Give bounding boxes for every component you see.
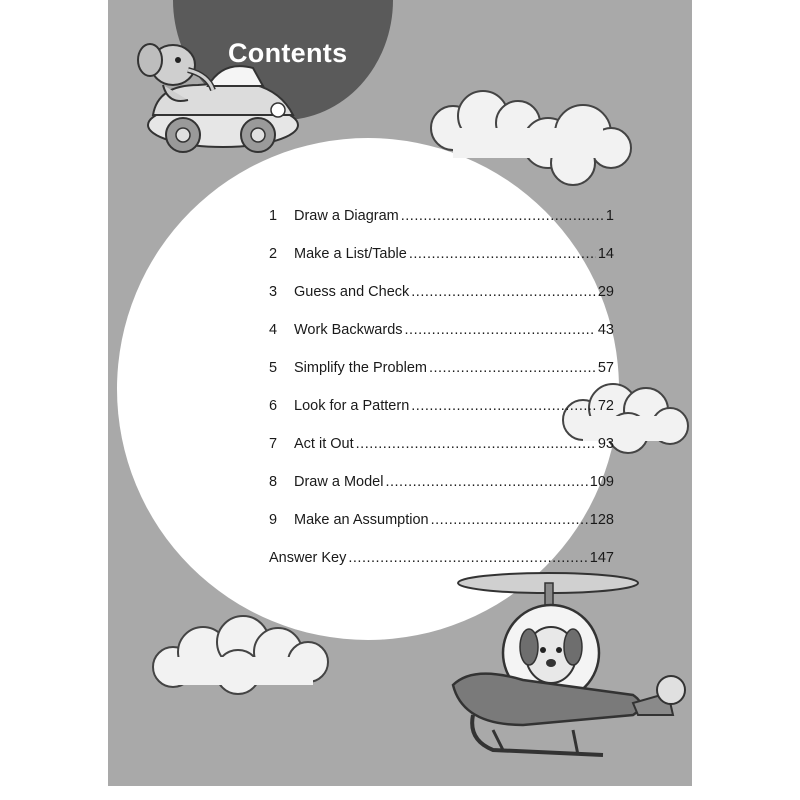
dot-leader: [431, 512, 588, 528]
toc-page-number: 57: [597, 360, 614, 376]
dot-leader: [411, 284, 596, 300]
toc-page-number: 43: [597, 322, 614, 338]
toc-entry[interactable]: [269, 528, 614, 566]
toc-page-number: 147: [589, 550, 614, 566]
toc-entry[interactable]: [269, 452, 614, 490]
dog-helicopter-icon: [433, 565, 688, 775]
toc-entry[interactable]: [269, 490, 614, 528]
toc-page-number: 29: [597, 284, 614, 300]
toc-title: Draw a Model: [294, 474, 384, 490]
toc-number: 6: [269, 398, 278, 414]
toc-entry[interactable]: [269, 224, 614, 262]
toc-number: 3: [269, 284, 278, 300]
toc-entry[interactable]: [269, 414, 614, 452]
toc-title: Act it Out: [294, 436, 354, 452]
dot-leader: [409, 246, 596, 262]
toc-title: Draw a Diagram: [294, 208, 399, 224]
dot-leader: [405, 322, 596, 338]
toc-page-number: 72: [597, 398, 614, 414]
toc-number: 9: [269, 512, 278, 528]
dot-leader: [401, 208, 604, 224]
toc-title: Make an Assumption: [294, 512, 429, 528]
dot-leader: [385, 474, 587, 490]
toc-title: Work Backwards: [294, 322, 403, 338]
dot-leader: [429, 360, 596, 376]
toc-entry[interactable]: [269, 338, 614, 376]
toc-entry[interactable]: [269, 186, 614, 224]
toc-title: Look for a Pattern: [294, 398, 410, 414]
toc-number: 7: [269, 436, 278, 452]
table-of-contents: [269, 186, 614, 566]
toc-number: 8: [269, 474, 278, 490]
toc-number: 1: [269, 208, 278, 224]
toc-title: Answer Key: [269, 550, 347, 566]
toc-page-number: 14: [597, 246, 614, 262]
dot-leader: [356, 436, 596, 452]
toc-title: Make a List/Table: [294, 246, 407, 262]
toc-title: Simplify the Problem: [294, 360, 427, 376]
dot-leader: [411, 398, 596, 414]
toc-number: 2: [269, 246, 278, 262]
cloud-icon: [148, 612, 338, 702]
toc-number: 4: [269, 322, 278, 338]
dot-leader: [348, 550, 587, 566]
toc-page-number: 109: [589, 474, 614, 490]
toc-entry[interactable]: [269, 376, 614, 414]
cloud-icon: [423, 88, 638, 188]
toc-number: 5: [269, 360, 278, 376]
page-title: Contents: [228, 38, 348, 68]
toc-page-number: 93: [597, 436, 614, 452]
toc-entry[interactable]: [269, 262, 614, 300]
toc-page-number: 128: [589, 512, 614, 528]
toc-entry[interactable]: [269, 300, 614, 338]
toc-page-number: 1: [605, 208, 614, 224]
contents-page: [108, 0, 692, 786]
toc-title: Guess and Check: [294, 284, 410, 300]
